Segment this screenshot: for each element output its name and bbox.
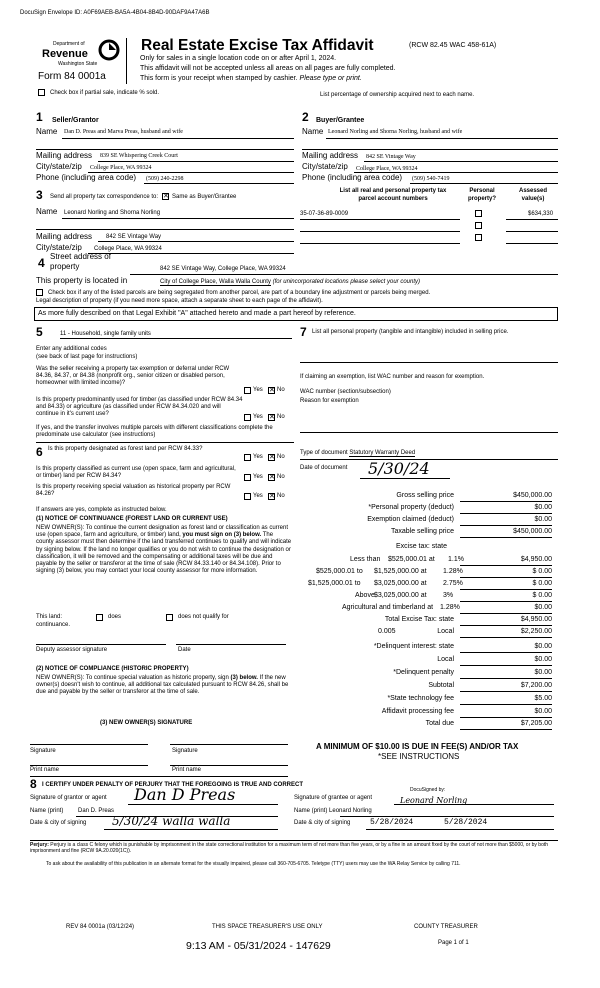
located-note: (for unincorporated locations please select your county) — [272, 279, 421, 285]
docusigned-by: DocuSigned by: — [410, 787, 446, 793]
historic-no-label: No — [277, 493, 285, 499]
gross-selling-price-label: Gross selling price — [396, 492, 454, 499]
same-as-buyer-label: Same as Buyer/Grantee — [172, 194, 237, 200]
section5-q3: If yes, and the transfer involves multiple parcels with different classifications complete the predominate use calculator (see instructions) — [36, 425, 273, 439]
grantee-signature[interactable]: Leonard Norling — [400, 796, 468, 805]
buyer-heading: Buyer/Grantee — [316, 117, 365, 124]
street-address-label: Street address of property — [50, 252, 111, 272]
gross-selling-price-row — [300, 491, 552, 502]
grantee-name-label: Name (print) — [294, 808, 328, 814]
rate3-rate: 2.75% — [443, 580, 463, 587]
current-use-yes-checkbox[interactable] — [244, 474, 251, 481]
seller-name[interactable]: Dan D. Preas and Marva Preas, husband and wife — [64, 129, 183, 135]
notice2-title: (2) NOTICE OF COMPLIANCE (HISTORIC PROPERTY) — [36, 666, 189, 672]
grantor-name[interactable]: Dan D. Preas — [78, 808, 115, 814]
revision-label: REV 84 0001a (03/12/24) — [66, 924, 135, 930]
section-2-number: 2 — [302, 110, 309, 124]
taxable-selling-price-row — [300, 527, 552, 538]
total-due-label: Total due — [425, 720, 454, 727]
rate2-amount-row — [300, 567, 552, 578]
form-rcw: (RCW 82.45 WAC 458-61A) — [409, 42, 497, 49]
perjury-statement — [30, 842, 558, 855]
forest-no-checkbox[interactable] — [268, 454, 275, 461]
rate4-a: Above — [355, 592, 375, 599]
section-4-number: 4 — [38, 256, 45, 270]
section-8-number: 8 — [30, 777, 37, 791]
delinquent-state-label: *Delinquent interest: state — [373, 643, 454, 650]
state-technology-fee-row — [300, 694, 552, 705]
section-1-number: 1 — [36, 110, 43, 124]
does-qualify-checkbox[interactable] — [96, 614, 103, 621]
forest-yes-checkbox[interactable] — [244, 454, 251, 461]
section-5-number: 5 — [36, 325, 43, 339]
affidavit-fee[interactable]: $0.00 — [460, 708, 552, 718]
same-as-buyer-checkbox[interactable] — [162, 193, 169, 200]
notice1-part-a: NEW OWNER(S): To continue the current designation as forest land or classification as current use (open space, farm and agriculture, or timber) land, — [36, 525, 288, 539]
does-not-label: does not qualify for — [178, 614, 229, 620]
q1-yes-label: Yes — [253, 387, 263, 393]
notice2-body — [36, 675, 292, 697]
current-use-no-checkbox[interactable] — [268, 474, 275, 481]
located-value[interactable]: City of College Place, Walla Walla County — [160, 279, 271, 285]
county-treasurer-label: COUNTY TREASURER — [414, 924, 478, 930]
wac-number-label: WAC number (section/subsection) — [300, 389, 391, 395]
section6-q1: Is this property designated as forest land per RCW 84.33? — [48, 446, 203, 452]
parcel-1-personal-checkbox[interactable] — [475, 210, 482, 217]
rate4-rate: 3% — [443, 592, 454, 599]
q2-yes-checkbox[interactable] — [244, 414, 251, 421]
historic-no-checkbox[interactable] — [268, 493, 275, 500]
subtotal[interactable]: $7,200.00 — [460, 682, 552, 692]
excise-tax-state-label: Excise tax: state — [396, 543, 447, 550]
dept-line2: Revenue — [42, 48, 88, 60]
deputy-signature-label: Deputy assessor signature — [36, 647, 108, 653]
see-instructions: *SEE INSTRUCTIONS — [378, 752, 460, 761]
state-technology-fee[interactable]: $5.00 — [460, 695, 552, 705]
historic-yes-checkbox[interactable] — [244, 493, 251, 500]
subtotal-row — [300, 681, 552, 692]
forest-no-label: No — [277, 454, 285, 460]
total-due[interactable]: $7,205.00 — [460, 720, 552, 730]
rate4-amount[interactable]: $ 0.00 — [460, 592, 552, 602]
correspondence-name[interactable]: Leonard Norling and Shorna Norling — [64, 210, 161, 216]
correspondence-mailing-label: Mailing address — [36, 232, 93, 241]
form-title: Real Estate Excise Tax Affidavit — [141, 37, 374, 54]
personal-property-label: List all personal property (tangible and intangible) included in selling price. — [312, 329, 509, 335]
affidavit-fee-row — [300, 707, 552, 718]
buyer-city[interactable]: College Place, WA 99324 — [356, 166, 418, 172]
q2-no-checkbox[interactable] — [268, 414, 275, 421]
notice2-part-a: NEW OWNER(S): To continue special valuation as historic property, sign — [36, 675, 229, 681]
rate1-rate: 1.1% — [448, 556, 464, 563]
see-back-label: (see back of last page for instructions) — [36, 354, 138, 360]
state-technology-fee-label: *State technology fee — [387, 695, 454, 702]
dept-line1: Department of — [53, 41, 85, 47]
ag-timber-label: Agricultural and timberland at — [342, 604, 434, 611]
parcel-col1-line1: List all real and personal property tax — [339, 188, 447, 194]
rate4-amount-row — [300, 591, 552, 602]
seller-name-label: Name — [36, 127, 58, 136]
legal-description-label: Legal description of property (if you need more space, attach a separate sheet to each page of the affidavit). — [36, 298, 323, 304]
segregated-checkbox[interactable] — [36, 289, 43, 296]
seller-city-label: City/state/zip — [36, 162, 82, 171]
grantee-date-label: Date & city of signing — [294, 820, 351, 826]
section5-q1: Was the seller receiving a property tax exemption or deferral under RCW 84.36, 84.37, or 84.38 (nonprofit org., senior citizen or disabled person, homeowner with limited income)? — [36, 366, 230, 387]
taxable-selling-price[interactable]: $450,000.00 — [460, 528, 552, 538]
does-label: does — [108, 614, 122, 620]
rate3-amount-row — [300, 579, 552, 590]
delinquent-local-row — [300, 655, 552, 666]
rate1-a: Less than — [350, 556, 381, 563]
correspondence-name-label: Name — [36, 207, 58, 216]
cashier-stamp: 9:13 AM - 05/31/2024 - 147629 — [186, 940, 331, 952]
total-excise-row — [300, 615, 552, 626]
section6-q2: Is this property classified as current use (open space, farm and agricultural, or timber) land per RCW 84.34? — [36, 466, 236, 480]
rate2-a: $525,000.01 to — [316, 568, 363, 575]
notice1-part-b: you must sign on (3) below. — [182, 532, 262, 539]
buyer-city-label: City/state/zip — [302, 162, 348, 171]
grantee-date[interactable]: 5/28/2024 — [370, 818, 414, 827]
q1-no-label: No — [277, 387, 285, 393]
document-type[interactable]: Statutory Warranty Deed — [349, 450, 416, 456]
owner-signature-1-label: Signature — [30, 748, 56, 754]
partial-sale-checkbox[interactable] — [38, 89, 45, 96]
forest-yes-label: Yes — [253, 454, 263, 460]
delinquent-state-row — [300, 642, 552, 653]
segregated-label: Check box if any of the listed parcels are being segregated from another parcel, are part of a boundary line adjustment or parcels being merged. — [48, 290, 431, 296]
total-excise[interactable]: $4,950.00 — [460, 616, 552, 626]
minimum-due-notice: A MINIMUM OF $10.00 IS DUE IN FEE(S) AND/OR TAX — [316, 742, 519, 751]
personal-property-deduct-label: *Personal property (deduct) — [368, 504, 454, 511]
ownership-note: List percentage of ownership acquired next to each name. — [320, 92, 475, 98]
perjury-text: Perjury is a class C felony which is punishable by imprisonment in the state correctional institution for a maximum term of not more than five years, or by a fine in an amount fixed by the court of not more than $5000, or by both imprisonment and fine (RCW 9A.20.020(1C)). — [30, 842, 549, 855]
exemption-claimed-row — [300, 515, 552, 526]
exemption-label: If claiming an exemption, list WAC number and reason for exemption. — [300, 374, 485, 380]
ag-timber-rate: 1.28% — [440, 604, 460, 611]
grantee-date-2[interactable]: 5/28/2024 — [444, 818, 488, 827]
envelope-id: DocuSign Envelope ID: A0F69AEB-BA5A-4B04-8B4D-90DAF9A47A6B — [20, 10, 210, 16]
notice1-body — [36, 525, 292, 575]
parcel-2-personal-checkbox[interactable] — [475, 222, 482, 229]
this-land-label: This land: — [36, 614, 63, 620]
section5-q2: Is this property predominantly used for timber (as classified under RCW 84.34 and 84.33) or agriculture (as classified under RCW 84.34.020 and will continue in it's current use? — [36, 397, 243, 418]
rate1-b: $525,000.01 at — [388, 556, 435, 563]
parcel-col2-line1: Personal — [469, 188, 495, 194]
rate3-a: $1,525,000.01 to — [308, 580, 361, 587]
buyer-mailing-label: Mailing address — [302, 151, 359, 160]
buyer-phone-label: Phone (including area code) — [302, 173, 403, 182]
document-type-label: Type of document — [300, 450, 348, 456]
grantor-signature[interactable]: Dan D Preas — [134, 785, 236, 804]
exemption-reason-label: Reason for exemption — [300, 398, 359, 404]
rate1-amount[interactable]: $4,950.00 — [460, 556, 552, 566]
seller-mailing-label: Mailing address — [36, 151, 93, 160]
affidavit-fee-label: Affidavit processing fee — [381, 708, 454, 715]
exemption-claimed[interactable]: $0.00 — [460, 516, 552, 526]
partial-sale-label: Check box if partial sale, indicate % sold. — [50, 90, 160, 96]
section-3-number: 3 — [36, 188, 43, 202]
seller-phone-label: Phone (including area code) — [36, 173, 137, 182]
buyer-phone[interactable]: (509) 540-7419 — [412, 176, 450, 182]
document-date-label: Date of document — [300, 465, 348, 471]
located-label: This property is located in — [36, 276, 128, 285]
header-line2: This affidavit will not be accepted unless all areas on all pages are fully completed. — [140, 65, 396, 72]
parcel-col2-line2: property? — [467, 196, 496, 202]
exemption-claimed-label: Exemption claimed (deduct) — [367, 516, 454, 523]
section6-q3: Is this property receiving special valuation as historical property per RCW 84.26? — [36, 484, 231, 498]
section-7-number: 7 — [300, 325, 307, 339]
subtotal-label: Subtotal — [428, 682, 454, 689]
rate1-amount-row — [300, 555, 552, 566]
perjury-label: Perjury: — [30, 842, 49, 848]
owner-print-name-1-label: Print name — [30, 767, 60, 773]
availability-note: To ask about the availability of this publication in an alternate format for the visually impaired, please call 360-705-6705. Teletype (TTY) users may use the WA Relay Service by calling 711. — [46, 861, 461, 867]
historic-yes-label: Yes — [253, 493, 263, 499]
gross-selling-price[interactable]: $450,000.00 — [460, 492, 552, 502]
delinquent-penalty-row — [300, 668, 552, 679]
q1-yes-checkbox[interactable] — [244, 387, 251, 394]
delinquent-local-label: Local — [437, 656, 454, 663]
notice2-part-c: If the new owner(s) doesn't wish to continue, all additional tax calculated pursuant to RCW 84.26, shall be due and payable by the seller or transferor at the time of sale. — [36, 675, 289, 696]
buyer-name[interactable]: Leonard Norling and Shorna Norling, husband and wife — [328, 129, 463, 135]
correspondence-city[interactable]: College Place, WA 99324 — [94, 246, 162, 252]
send-correspondence-label: Send all property tax correspondence to: — [50, 194, 159, 200]
header-line3: This form is your receipt when stamped by cashier. — [140, 75, 298, 82]
parcel-col3-line1: Assessed — [518, 188, 548, 194]
personal-property-deduct[interactable]: $0.00 — [460, 504, 552, 514]
local-tax-label: Local — [437, 628, 454, 635]
treasurer-use-label: THIS SPACE TREASURER'S USE ONLY — [212, 924, 323, 930]
seller-heading: Seller/Grantor — [52, 117, 99, 124]
continuance-label: continuance. — [36, 622, 71, 628]
document-date[interactable]: 5/30/24 — [368, 459, 430, 478]
notice1-title: (1) NOTICE OF CONTINUANCE (FOREST LAND OR CURRENT USE) — [36, 516, 228, 522]
parcel-3-personal-checkbox[interactable] — [475, 234, 482, 241]
grantor-name-label: Name (print) — [30, 808, 64, 814]
dept-line3: Washington State — [58, 61, 98, 67]
q2-no-label: No — [277, 414, 285, 420]
total-due-row — [300, 719, 552, 730]
current-use-yes-label: Yes — [253, 474, 263, 480]
notice2-part-b: (3) below. — [230, 675, 258, 681]
additional-codes-label: Enter any additional codes — [36, 346, 107, 352]
rate2-b: $1,525,000.00 at — [374, 568, 427, 575]
total-excise-label: Total Excise Tax: state — [384, 616, 454, 623]
correspondence-mailing[interactable]: 842 SE Vintage Way — [106, 234, 162, 240]
grantor-date-city[interactable]: 5/30/24 walla walla — [112, 814, 231, 828]
parcel-col3-line2: value(s) — [521, 196, 545, 202]
new-owner-signature-title: (3) NEW OWNER(S) SIGNATURE — [100, 720, 193, 726]
buyer-name-label: Name — [302, 127, 324, 136]
parcel-value-1[interactable]: $634,330 — [528, 211, 554, 217]
delinquent-local[interactable]: $0.00 — [460, 656, 552, 666]
correspondence-city-label: City/state/zip — [36, 243, 82, 252]
buyer-mailing[interactable]: 842 SE Vintage Way — [366, 154, 416, 160]
parcel-number-1[interactable]: 35-07-36-89-0009 — [300, 211, 349, 217]
rate2-rate: 1.28% — [443, 568, 463, 575]
ag-timber-amount[interactable]: $0.00 — [460, 604, 552, 614]
page-number: Page 1 of 1 — [438, 940, 469, 946]
street-address[interactable]: 842 SE Vintage Way, College Place, WA 99324 — [160, 266, 286, 272]
rate3-amount[interactable]: $ 0.00 — [460, 580, 552, 590]
grantor-date-label: Date & city of signing — [30, 820, 87, 826]
if-yes-label: If answers are yes, complete as instructed below. — [36, 507, 167, 513]
section-6-number: 6 — [36, 445, 43, 459]
delinquent-state[interactable]: $0.00 — [460, 643, 552, 653]
personal-property-deduct-row — [300, 503, 552, 514]
delinquent-penalty-label: *Delinquent penalty — [393, 669, 454, 676]
seller-phone[interactable]: (509) 240-2298 — [146, 176, 184, 182]
seller-mailing[interactable]: 839 SE Whispering Creek Court — [100, 153, 178, 159]
header-line1: Only for sales in a single location code on or after April 1, 2024. — [140, 55, 337, 62]
current-use-no-label: No — [277, 474, 285, 480]
q1-no-checkbox[interactable] — [268, 387, 275, 394]
owner-print-name-2-label: Print name — [172, 767, 202, 773]
seller-city[interactable]: College Place, WA 99324 — [90, 165, 152, 171]
notice1-part-c: The county assessor must then determine if the land transferred continues to qualify and will indicate by signing below. If the land no longer qualifies or you do not wish to continue the designation or classification, it will be removed and the compensating or additional taxes will be due and payable by the seller or transferor at the time of sale (RCW 84.33.140 or 84.34.108). Prior to signing (3) below, you may contact your local county assessor for more information. — [36, 532, 292, 575]
grantor-signature-label: Signature of grantor or agent — [30, 795, 107, 801]
ag-timber-amount-row — [300, 603, 552, 614]
q2-yes-label: Yes — [253, 414, 263, 420]
delinquent-penalty[interactable]: $0.00 — [460, 669, 552, 679]
land-use-code[interactable]: 11 - Household, single family units — [60, 331, 292, 339]
taxable-selling-price-label: Taxable selling price — [390, 528, 454, 535]
rate4-b: $3,025,000.00 at — [374, 592, 427, 599]
local-tax-row — [300, 627, 552, 638]
form-number: Form 84 0001a — [38, 71, 106, 82]
grantee-name[interactable]: Leonard Norling — [329, 808, 372, 814]
owner-signature-2-label: Signature — [172, 748, 198, 754]
rate3-b: $3,025,000.00 at — [374, 580, 427, 587]
local-rate: 0.005 — [378, 628, 396, 635]
local-tax[interactable]: $2,250.00 — [460, 628, 552, 638]
certify-statement: I CERTIFY UNDER PENALTY OF PERJURY THAT THE FOREGOING IS TRUE AND CORRECT — [42, 782, 304, 788]
rate2-amount[interactable]: $ 0.00 — [460, 568, 552, 578]
parcel-col1-line2: parcel account numbers — [358, 196, 428, 202]
header-line3-italic: Please type or print. — [299, 75, 362, 82]
grantee-signature-label: Signature of grantee or agent — [294, 795, 373, 801]
revenue-logo-icon — [98, 39, 120, 61]
legal-description[interactable]: As more fully described on that Legal Exhibit "A" attached hereto and made a part hereof by reference. — [34, 307, 558, 321]
does-not-qualify-checkbox[interactable] — [166, 614, 173, 621]
deputy-date-label: Date — [178, 647, 191, 653]
